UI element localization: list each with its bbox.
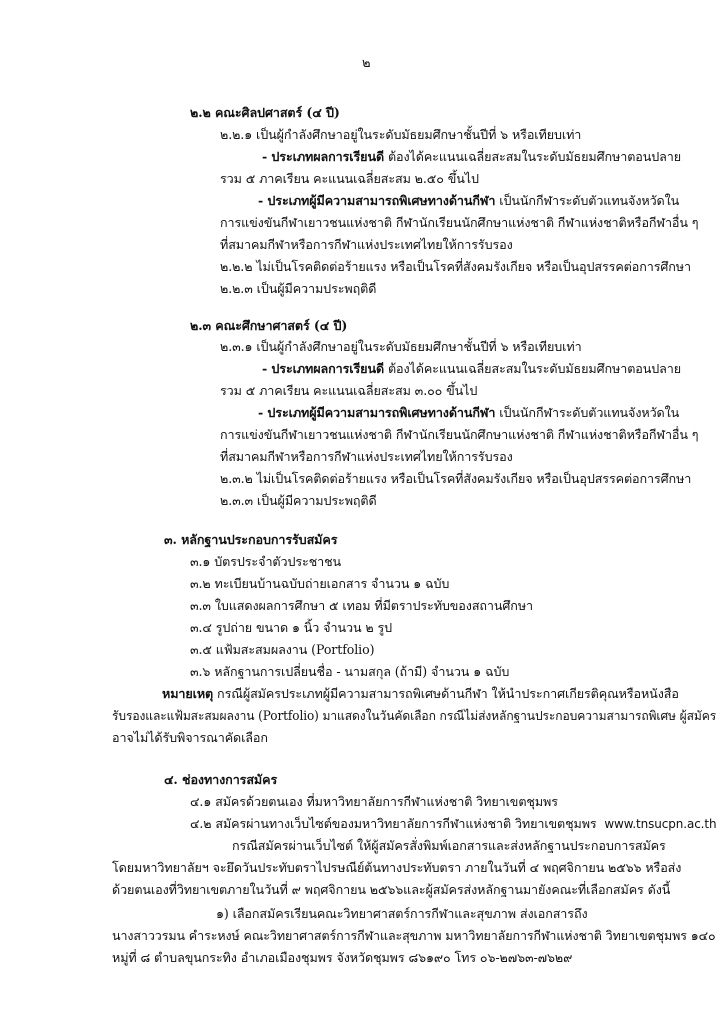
section-2-2-3: ๒.๒.๓ เป็นผู้มีความประพฤติดี [220, 281, 377, 296]
section-2-2-gpa-type [262, 149, 681, 165]
online-application-p2: โดยมหาวิทยาลัยฯ จะยึดวันประทับตราไปรษณีย์ต้นทางประทับตรา ภายในวันที่ ๔ พฤศจิกายน ๒๕๖๖ หรือส่ง [112, 860, 682, 875]
document-item-3-1: ๓.๑ บัตรประจำตัวประชาชน [190, 554, 342, 569]
document-item-3-5: ๓.๕ แฟ้มสะสมผลงาน (Portfolio) [190, 642, 375, 657]
contact-address-line-2: หมู่ที่ ๘ ตำบลขุนกระทิง อำเภอเมืองชุมพร จังหวัดชุมพร ๘๖๑๙๐ โทร ๐๖-๒๗๖๓-๗๖๒๙ [112, 950, 573, 965]
section-2-2-sport-cont1: การแข่งขันกีฬาเยาวชนแห่งชาติ กีฬานักเรียนนักศึกษาแห่งชาติ กีฬาแห่งชาติหรือกีฬาอื่น ๆ [220, 215, 699, 230]
document-item-3-6: ๓.๖ หลักฐานการเปลี่ยนชื่อ - นามสกุล (ถ้ามี) จำนวน ๑ ฉบับ [190, 664, 510, 679]
section-2-2-sport-cont2: ที่สมาคมกีฬาหรือการกีฬาแห่งประเทศไทยให้การรับรอง [220, 237, 513, 252]
section-2-2-1: ๒.๒.๑ เป็นผู้กำลังศึกษาอยู่ในระดับมัธยมศึกษาชั้นปีที่ ๖ หรือเทียบเท่า [220, 127, 582, 142]
section-2-3-sport-type [258, 405, 679, 421]
note-line-2: รับรองและแฟ้มสะสมผลงาน (Portfolio) มาแสดงในวันคัดเลือก กรณีไม่ส่งหลักฐานประกอบความสามารถพิเศษ ผู้สมัคร [112, 708, 717, 723]
section-2-3-sport-cont1: การแข่งขันกีฬาเยาวชนแห่งชาติ กีฬานักเรียนนักศึกษาแห่งชาติ กีฬาแห่งชาติหรือกีฬาอื่น ๆ [220, 427, 699, 442]
document-item-3-2: ๓.๒ ทะเบียนบ้านฉบับถ่ายเอกสาร จำนวน ๑ ฉบับ [190, 576, 450, 591]
section-2-3-1: ๒.๓.๑ เป็นผู้กำลังศึกษาอยู่ในระดับมัธยมศึกษาชั้นปีที่ ๖ หรือเทียบเท่า [220, 339, 582, 354]
application-channel-4-1: ๔.๑ สมัครด้วยตนเอง ที่มหาวิทยาลัยการกีฬาแห่งชาติ วิทยาเขตชุมพร [190, 794, 558, 809]
faculty-option-1: ๑) เลือกสมัครเรียนคณะวิทยาศาสตร์การกีฬาและสุขภาพ ส่งเอกสารถึง [216, 906, 588, 921]
section-2-3-gpa-type [262, 361, 681, 377]
application-channel-4-2 [190, 816, 716, 832]
section-2-2-gpa-req: รวม ๕ ภาคเรียน คะแนนเฉลี่ยสะสม ๒.๕๐ ขึ้นไป [220, 171, 479, 186]
section-2-3-gpa-req: รวม ๕ ภาคเรียน คะแนนเฉลี่ยสะสม ๓.๐๐ ขึ้นไป [220, 383, 478, 398]
section-2-3-2: ๒.๓.๒ ไม่เป็นโรคติดต่อร้ายแรง หรือเป็นโรคที่สังคมรังเกียจ หรือเป็นอุปสรรคต่อการศึกษา [220, 471, 692, 486]
note-line-3: อาจไม่ได้รับพิจารณาคัดเลือก [112, 730, 268, 745]
sport-type-text: เป็นนักกีฬาระดับตัวแทนจังหวัดใน [495, 193, 680, 208]
online-application-p1: กรณีสมัครผ่านเว็บไซต์ ให้ผู้สมัครสั่งพิมพ์เอกสารและส่งหลักฐานประกอบการสมัคร [232, 838, 666, 853]
document-item-3-4: ๓.๔ รูปถ่าย ขนาด ๑ นิ้ว จำนวน ๒ รูป [190, 620, 393, 635]
section-2-3-sport-cont2: ที่สมาคมกีฬาหรือการกีฬาแห่งประเทศไทยให้การรับรอง [220, 449, 513, 464]
section-2-3-3: ๒.๓.๓ เป็นผู้มีความประพฤติดี [220, 493, 377, 508]
section-2-3-heading: ๒.๓ คณะศึกษาศาสตร์ (๔ ปี) [190, 318, 348, 333]
section-2-2-heading: ๒.๒ คณะศิลปศาสตร์ (๔ ปี) [190, 105, 340, 120]
note-label: หมายเหตุ [162, 686, 214, 701]
gpa-type-label: - ประเภทผลการเรียนดี [262, 361, 385, 376]
page-number: ๒ [362, 56, 371, 71]
sport-type-text: เป็นนักกีฬาระดับตัวแทนจังหวัดใน [495, 405, 680, 420]
website-link[interactable]: www.tnsucpn.ac.th [604, 817, 717, 831]
channel-4-2-text: ๔.๒ สมัครผ่านทางเว็บไซต์ของมหาวิทยาลัยการกีฬาแห่งชาติ วิทยาเขตชุมพร [190, 816, 597, 831]
online-application-p3: ด้วยตนเองที่วิทยาเขตภายในวันที่ ๙ พฤศจิกายน ๒๕๖๖และผู้สมัครส่งหลักฐานมายังคณะที่เลือกสมัคร ดังนี้ [112, 882, 671, 897]
contact-address-line-1: นางสาววรมน คำระหงษ์ คณะวิทยาศาสตร์การกีฬาและสุขภาพ มหาวิทยาลัยการกีฬาแห่งชาติ วิทยาเขตชุมพร ๑๔๐ [112, 928, 716, 943]
note-text: กรณีผู้สมัครประเภทผู้มีความสามารถพิเศษด้านกีฬา ให้นำประกาศเกียรติคุณหรือหนังสือ [213, 686, 679, 701]
sport-type-label: - ประเภทผู้มีความสามารถพิเศษทางด้านกีฬา [258, 405, 496, 420]
note-line-1 [162, 686, 679, 702]
section-3-heading: ๓. หลักฐานประกอบการรับสมัคร [164, 532, 338, 547]
section-2-2-2: ๒.๒.๒ ไม่เป็นโรคติดต่อร้ายแรง หรือเป็นโรคที่สังคมรังเกียจ หรือเป็นอุปสรรคต่อการศึกษา [220, 259, 691, 274]
sport-type-label: - ประเภทผู้มีความสามารถพิเศษทางด้านกีฬา [258, 193, 496, 208]
section-4-heading: ๔. ช่องทางการสมัคร [164, 772, 278, 787]
section-2-2-sport-type [258, 193, 679, 209]
gpa-type-text: ต้องได้คะแนนเฉลี่ยสะสมในระดับมัธยมศึกษาตอนปลาย [384, 361, 682, 376]
gpa-type-label: - ประเภทผลการเรียนดี [262, 149, 385, 164]
document-item-3-3: ๓.๓ ใบแสดงผลการศึกษา ๕ เทอม ที่มีตราประทับของสถานศึกษา [190, 598, 534, 613]
gpa-type-text: ต้องได้คะแนนเฉลี่ยสะสมในระดับมัธยมศึกษาตอนปลาย [384, 149, 682, 164]
